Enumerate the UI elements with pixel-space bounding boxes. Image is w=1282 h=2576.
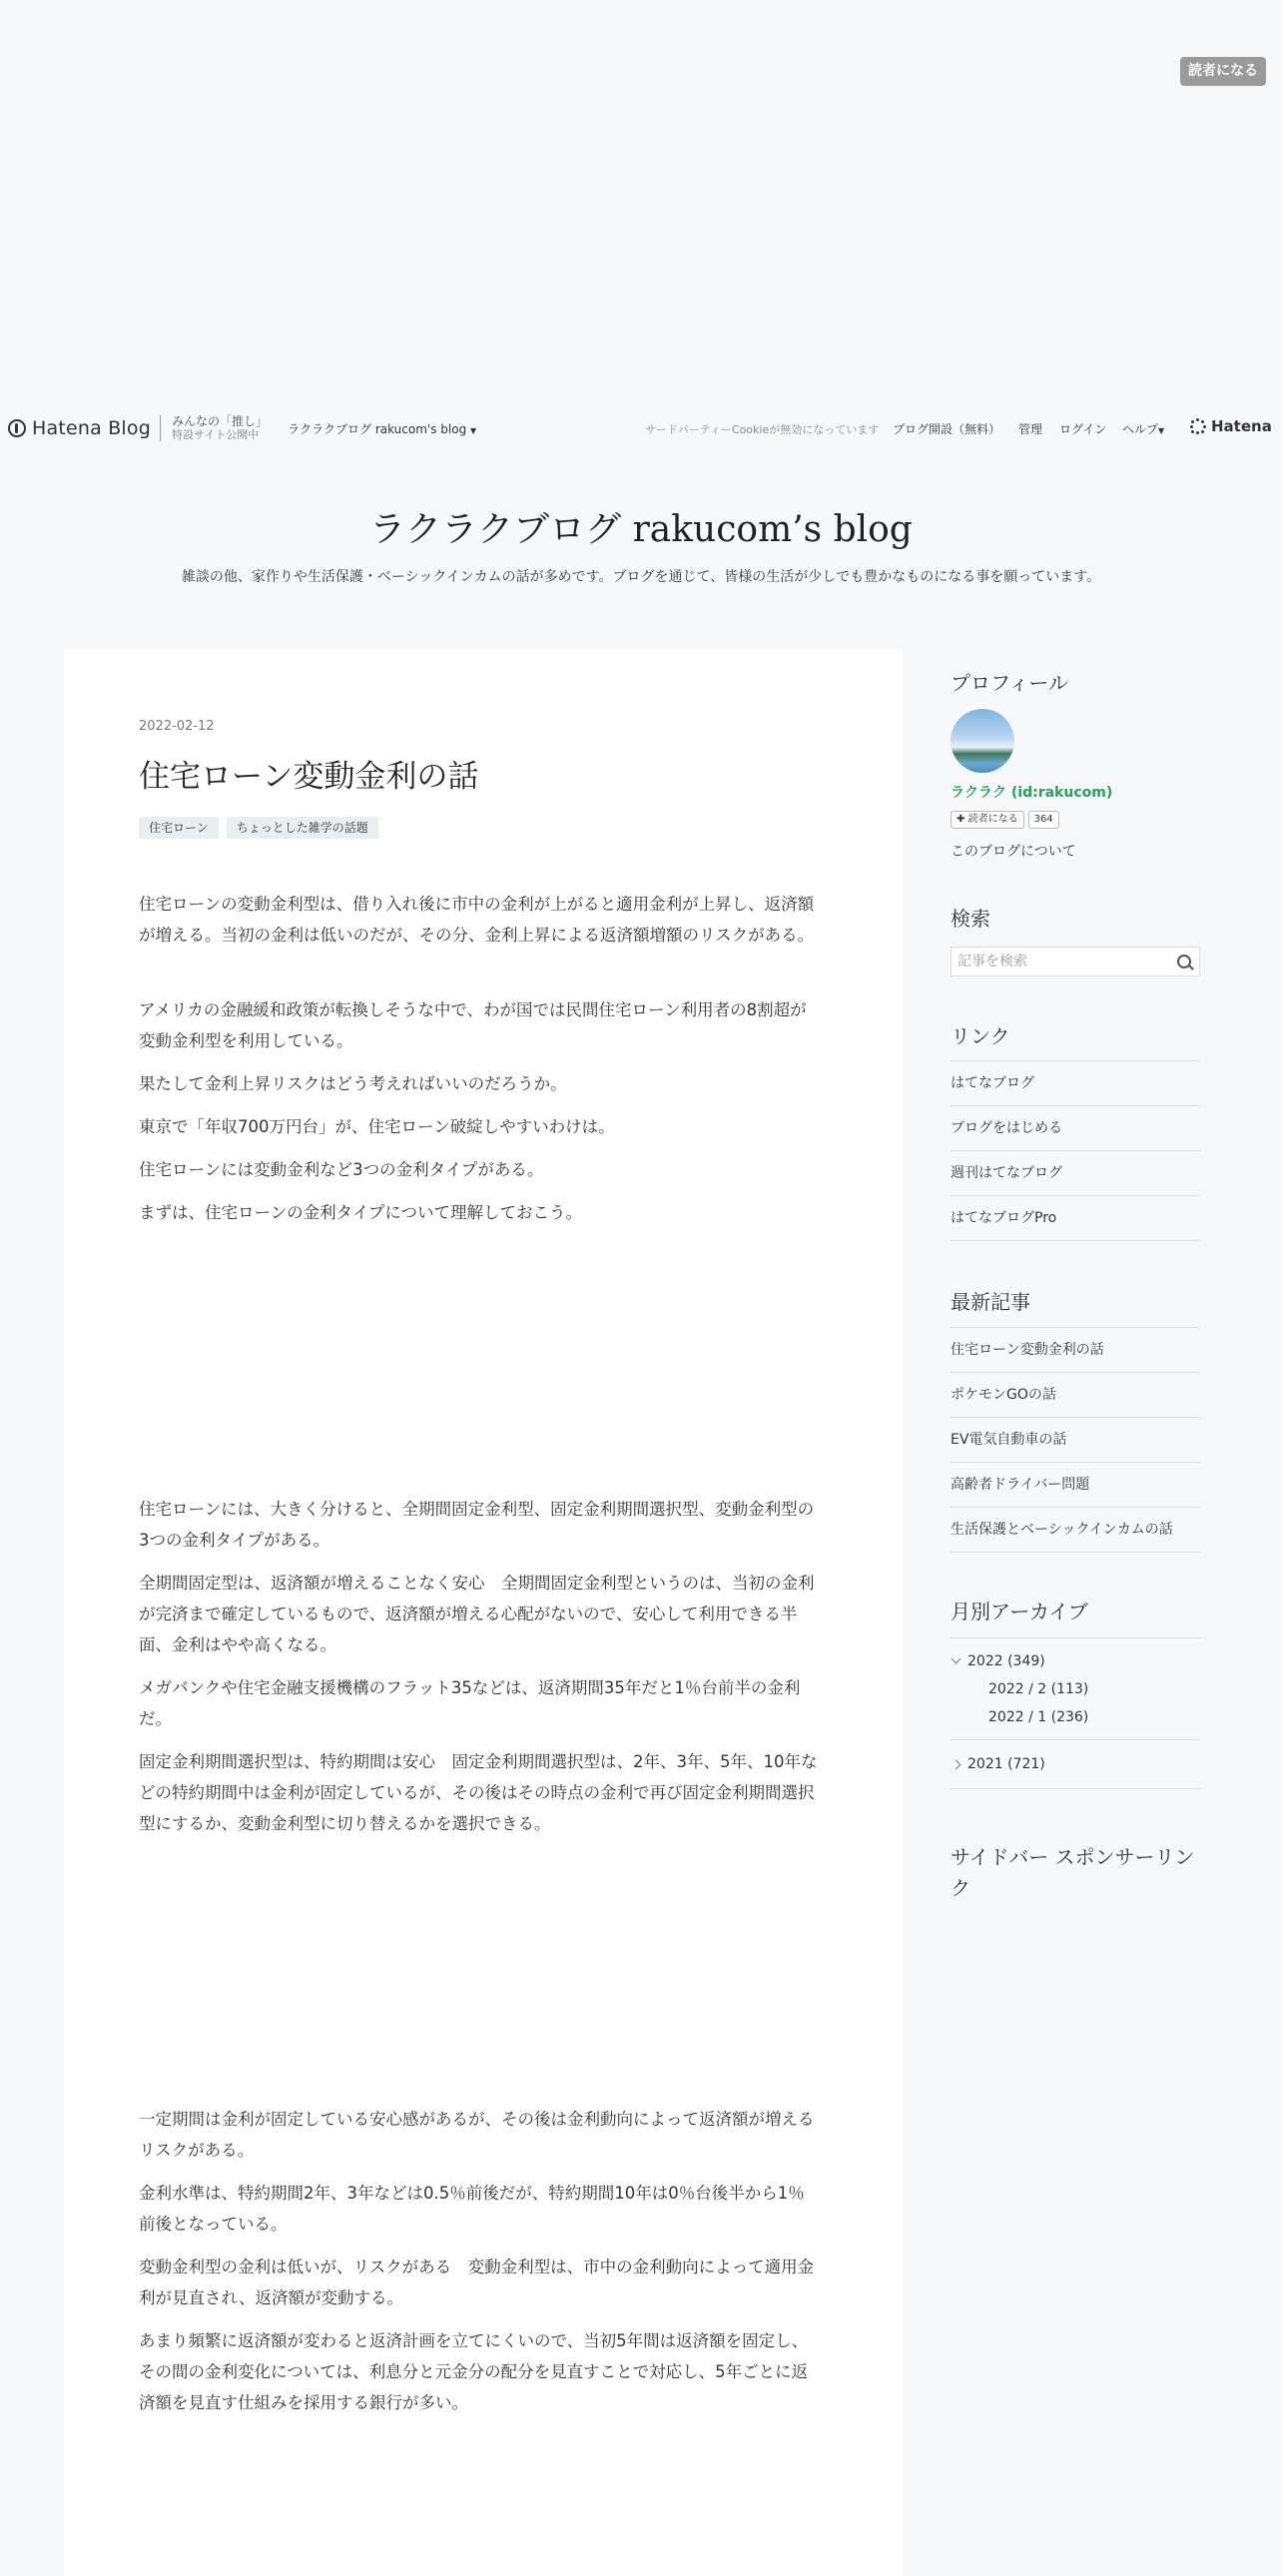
divider (160, 415, 161, 441)
archive-year-2021[interactable] (951, 1740, 1200, 1789)
archive-heading: 月別アーカイブ (951, 1600, 1088, 1623)
reader-count[interactable]: 364 (1028, 811, 1059, 829)
plus-icon: ✚ (957, 814, 965, 825)
archive-year-label: 2021 (721) (967, 1756, 1045, 1772)
paragraph: 固定金利期間選択型は、特約期間は安心 固定金利期間選択型は、2年、3年、5年、10年などの特約期間中は金利が固定しているが、その後はその時点の金利で再び固定金利期間選択型にするか、変動金利型に切り替えるかを選択できる。 (139, 1752, 818, 1833)
profile-subscribe-button[interactable] (951, 811, 1024, 829)
chevron-right-icon (952, 1760, 962, 1770)
paragraph: 住宅ローンには、大きく分けると、全期間固定金利型、固定金利期間選択型、変動金利型の3つの金利タイプがある。 (139, 1500, 815, 1550)
recent-heading: 最新記事 (951, 1290, 1030, 1314)
search-icon[interactable] (1177, 955, 1191, 968)
recent-item[interactable]: ポケモンGOの話 (951, 1372, 1200, 1417)
caret-down-icon: ▼ (1158, 426, 1165, 435)
paragraph: まずは、住宅ローンの金利タイプについて理解しておこう。 (139, 1203, 583, 1222)
paragraph: 住宅ローンには変動金利など3つの金利タイプがある。 (139, 1160, 544, 1179)
paragraph: 変動金利型の金利は低いが、リスクがある 変動金利型は、市中の金利動向によって適用金利が見直され、返済額が変動する。 (139, 2257, 815, 2307)
paragraph: 住宅ローンの変動金利型は、借り入れ後に市中の金利が上がると適用金利が上昇し、返済額が増える。当初の金利は低いのだが、その分、金利上昇による返済額増額のリスクがある。 (139, 895, 815, 945)
about-link[interactable]: このブログについて (951, 844, 1076, 860)
search-box (951, 947, 1200, 976)
subscribe-label: 読者になる (967, 814, 1018, 825)
recent-item[interactable]: EV電気自動車の話 (951, 1417, 1200, 1462)
recent-item[interactable]: 生活保護とベーシックインカムの話 (951, 1507, 1200, 1553)
link-item[interactable]: はてなブログ (951, 1060, 1200, 1105)
blog-description: 雑談の他、家作りや生活保護・ベーシックインカムの話が多めです。ブログを通じて、皆様の生活が少しでも豊かなものになる事を願っています。 (181, 569, 1101, 585)
recent-item[interactable]: 高齢者ドライバー問題 (951, 1462, 1200, 1507)
hatena-label: Hatena (1211, 417, 1272, 435)
archive-year-2022[interactable] (951, 1638, 1200, 1669)
category-list (139, 817, 378, 839)
archive-month[interactable]: 2022 / 1 (236) (988, 1709, 1089, 1725)
admin-link[interactable]: 管理 (1018, 422, 1043, 436)
paragraph: 一定期間は金利が固定している安心感があるが、その後は金利動向によって返済額が増えるリスクがある。 (139, 2110, 815, 2160)
hatena-blog-icon (8, 419, 26, 437)
link-item[interactable]: ブログをはじめる (951, 1105, 1200, 1150)
promo-link[interactable] (172, 414, 268, 442)
hatena-link[interactable] (1190, 417, 1272, 435)
paragraph: 東京で「年収700万円台」が、住宅ローン破綻しやすいわけは。 (139, 1117, 615, 1136)
promo-line1: みんなの「推し」 (172, 414, 269, 428)
hatena-dots-icon (1190, 418, 1206, 434)
logo-text: Hatena Blog (32, 417, 151, 439)
paragraph: あまり頻繁に返済額が変わると返済計画を立てにくいので、当初5年間は返済額を固定し、その間の金利変化については、利息分と元金分の配分を見直すことで対応し、5年ごとに返済額を見直す仕組みを採用する銀行が多い。 (139, 2331, 809, 2412)
paragraph: 全期間固定型は、返済額が増えることなく安心 全期間固定金利型というのは、当初の金利が完済まで確定しているもので、返済額が増える心配がないので、安心して利用できる半面、金利はやや高くなる。 (139, 1574, 815, 1654)
paragraph: 金利水準は、特約期間2年、3年などは0.5％前後だが、特約期間10年は0％台後半から1％前後となっている。 (139, 2184, 805, 2234)
paragraph: 果たして金利上昇リスクはどう考えればいいのだろうか。 (139, 1074, 567, 1093)
cookie-notice[interactable]: サードパーティーCookieが無効になっています (645, 423, 880, 436)
help-label: ヘルプ (1122, 422, 1159, 436)
profile-heading: プロフィール (951, 671, 1068, 695)
category-tag[interactable]: ちょっとした雑学の話題 (227, 817, 378, 839)
paragraph: アメリカの金融緩和政策が転換しそうな中で、わが国では民間住宅ローン利用者の8割超が変動金利型を利用している。 (139, 1000, 807, 1050)
links-list (951, 1060, 1200, 1241)
avatar[interactable] (951, 709, 1014, 773)
global-header (0, 403, 1282, 453)
caret-down-icon: ▼ (470, 426, 477, 435)
main-content (64, 649, 903, 2576)
recent-list (951, 1327, 1200, 1553)
subscribe-button[interactable]: 読者になる (1180, 57, 1266, 86)
search-heading: 検索 (951, 907, 990, 931)
promo-line2: 特設サイト公開中 (172, 428, 260, 441)
links-heading: リンク (951, 1024, 1010, 1048)
sponsor-heading: サイドバー スポンサーリンク (951, 1845, 1195, 1900)
search-input[interactable] (952, 948, 1169, 975)
paragraph: メガバンクや住宅金融支援機構のフラット35などは、返済期間35年だと1％台前半の金利だ。 (139, 1678, 801, 1728)
link-item[interactable]: 週刊はてなブログ (951, 1150, 1200, 1195)
archive-month[interactable]: 2022 / 2 (113) (988, 1681, 1089, 1697)
help-menu[interactable] (1122, 420, 1164, 437)
login-link[interactable]: ログイン (1059, 422, 1107, 436)
hatena-blog-logo[interactable] (8, 417, 151, 439)
entry-date[interactable]: 2022-02-12 (139, 719, 215, 734)
blog-selector-label: ラクラクブログ rakucom's blog (288, 422, 467, 436)
profile-reader (951, 811, 1059, 829)
profile-name[interactable]: ラクラク (id:rakucom) (951, 785, 1113, 801)
recent-item[interactable]: 住宅ローン変動金利の話 (951, 1327, 1200, 1372)
archive-list (951, 1637, 1200, 1789)
link-item[interactable]: はてなブログPro (951, 1195, 1200, 1241)
entry-title[interactable]: 住宅ローン変動金利の話 (139, 759, 479, 795)
open-blog-link[interactable]: ブログ開設（無料） (893, 422, 1001, 436)
blog-selector[interactable] (288, 420, 476, 437)
blog-title[interactable]: ラクラクブログ rakucom’s blog (369, 509, 913, 550)
category-tag[interactable]: 住宅ローン (139, 817, 219, 839)
chevron-down-icon (952, 1654, 962, 1664)
archive-year-label: 2022 (349) (967, 1653, 1045, 1669)
